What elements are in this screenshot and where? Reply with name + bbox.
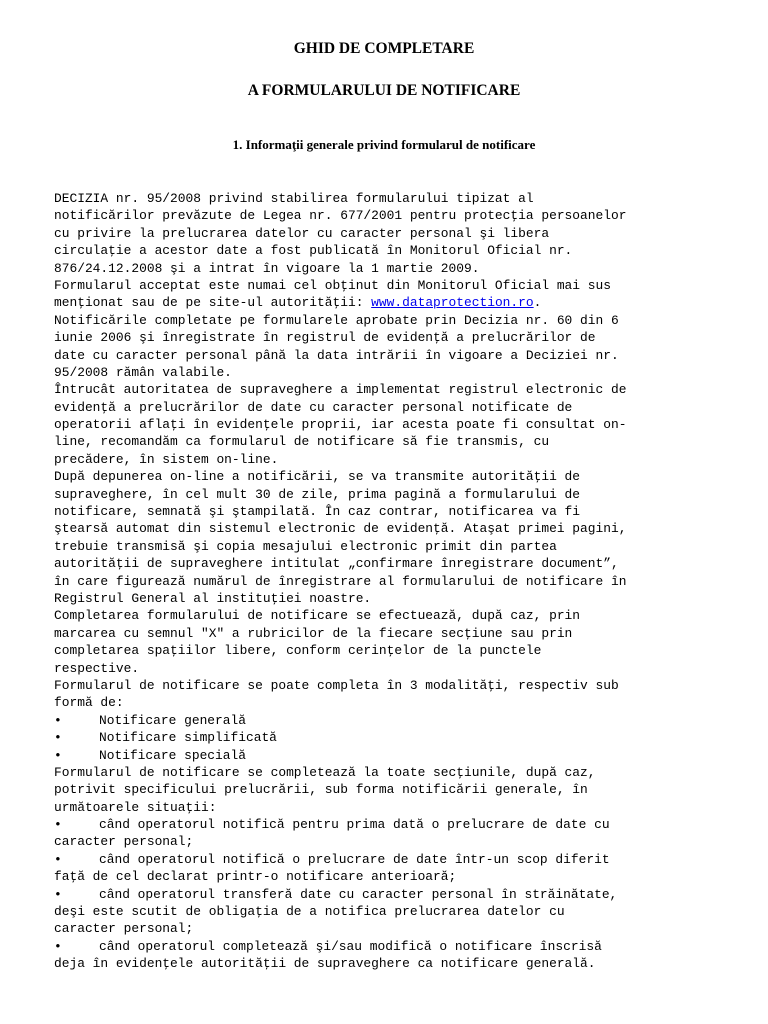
- section-title: 1. Informaţii generale privind formularul de notificare: [232, 137, 536, 152]
- list-item-line: [54, 886, 734, 903]
- list-item-text: când operatorul notifică pentru prima dată o prelucrare de date cu: [99, 817, 610, 833]
- bullet-icon: •: [54, 851, 62, 867]
- text-line: Întrucât autoritatea de supraveghere a implementat registrul electronic de: [54, 382, 627, 398]
- text-line: Formularul de notificare se completează la toate secţiunile, după caz,: [54, 764, 596, 780]
- list-item-line: deja în evidenţele autorităţii de supraveghere ca notificare generală.: [54, 956, 596, 972]
- list-item-text: când operatorul completează şi/sau modifică o notificare înscrisă: [99, 938, 602, 954]
- paragraph-decision: [54, 190, 734, 277]
- list-item: [54, 712, 734, 729]
- text-line: următoarele situaţii:: [54, 799, 217, 815]
- list-item: [54, 747, 734, 764]
- bullet-icon: •: [54, 886, 62, 902]
- text-line: marcarea cu semnul "X" a rubricilor de la fiecare secţiune sau prin: [54, 625, 573, 641]
- text-line: iunie 2006 şi înregistrate în registrul de evidenţă a prelucrărilor de: [54, 330, 596, 346]
- bullet-icon: •: [54, 712, 62, 728]
- list-item-text: Notificare specială: [99, 747, 246, 763]
- text-line: autorităţii de supraveghere intitulat „confirmare înregistrare document”,: [54, 556, 619, 572]
- text-line: 95/2008 rămân valabile.: [54, 364, 232, 380]
- document-title: GHID DE COMPLETARE: [293, 40, 475, 57]
- text-line: în care figurează numărul de înregistrare al formularului de notificare în: [54, 573, 627, 589]
- document-body: [54, 190, 734, 973]
- text-line: 876/24.12.2008 şi a intrat în vigoare la 1 martie 2009.: [54, 260, 480, 276]
- bullet-icon: •: [54, 747, 62, 763]
- list-item-line: [54, 816, 734, 833]
- text-line: ştearsă automat din sistemul electronic de evidenţă. Ataşat primei pagini,: [54, 521, 627, 537]
- text-line: completarea spaţiilor libere, conform cerinţelor de la punctele: [54, 643, 542, 659]
- list-item-text: Notificare simplificată: [99, 730, 277, 746]
- list-item-text: Notificare generală: [99, 712, 246, 728]
- bullet-list-situations: [54, 816, 734, 973]
- text-line: Formularul de notificare se poate completa în 3 modalităţi, respectiv sub: [54, 677, 619, 693]
- text-line: evidenţă a prelucrărilor de date cu caracter personal notificate de: [54, 399, 573, 415]
- bullet-list-notification-types: [54, 712, 734, 764]
- text-line: supraveghere, în cel mult 30 de zile, prima pagină a formularului de: [54, 486, 581, 502]
- text-line: formă de:: [54, 695, 124, 711]
- text-line: line, recomandăm ca formularul de notificare să fie transmis, cu: [54, 434, 550, 450]
- dataprotection-link[interactable]: www.dataprotection.ro: [371, 295, 534, 311]
- text-line: respective.: [54, 660, 140, 676]
- text-line: date cu caracter personal până la data intrării în vigoare a Deciziei nr.: [54, 347, 619, 363]
- text-line: Registrul General al instituţiei noastre.: [54, 590, 372, 606]
- list-item-line: caracter personal;: [54, 834, 194, 850]
- list-item: [54, 729, 734, 746]
- list-item-line: faţă de cel declarat printr-o notificare anterioară;: [54, 869, 457, 885]
- document-subtitle: A FORMULARULUI DE NOTIFICARE: [247, 82, 521, 99]
- list-item: [54, 851, 734, 886]
- text-line: După depunerea on-line a notificării, se va transmite autorităţii de: [54, 469, 581, 485]
- text-line: precădere, în sistem on-line.: [54, 451, 279, 467]
- text-line: cu privire la prelucrarea datelor cu caracter personal şi libera: [54, 225, 550, 241]
- list-item-text: când operatorul notifică o prelucrare de date într-un scop diferit: [99, 851, 610, 867]
- text-line: circulaţie a acestor date a fost publicată în Monitorul Oficial nr.: [54, 243, 573, 259]
- list-item-line: caracter personal;: [54, 921, 194, 937]
- list-item-line: deşi este scutit de obligaţia de a notifica prelucrarea datelor cu: [54, 904, 565, 920]
- text-line: DECIZIA nr. 95/2008 privind stabilirea formularului tipizat al: [54, 191, 534, 206]
- list-item-line: [54, 851, 734, 868]
- text-line: Completarea formularului de notificare se efectuează, după caz, prin: [54, 608, 581, 624]
- text-fragment: menţionat sau de pe site-ul autorităţii:: [54, 295, 372, 311]
- bullet-icon: •: [54, 817, 62, 833]
- text-line: [54, 294, 734, 311]
- paragraph-general-notification: [54, 764, 734, 816]
- text-line: Notificările completate pe formularele aprobate prin Decizia nr. 60 din 6: [54, 312, 619, 328]
- text-line: trebuie transmisă şi copia mesajului electronic primit din partea: [54, 538, 557, 554]
- bullet-icon: •: [54, 730, 62, 746]
- text-line: notificărilor prevăzute de Legea nr. 677/2001 pentru protecţia persoanelor: [54, 208, 627, 224]
- list-item: [54, 886, 734, 938]
- bullet-icon: •: [54, 938, 62, 954]
- paragraph-instructions: [54, 312, 734, 712]
- text-line: operatorii aflaţi în evidenţele proprii, iar acesta poate fi consultat on-: [54, 417, 627, 433]
- list-item-line: [54, 938, 734, 955]
- text-fragment: .: [533, 295, 542, 311]
- paragraph-accepted-form: [54, 277, 734, 312]
- list-item: [54, 816, 734, 851]
- text-line: notificare, semnată şi ştampilată. În caz contrar, notificarea va fi: [54, 504, 581, 520]
- list-item-text: când operatorul transferă date cu caracter personal în străinătate,: [99, 886, 618, 902]
- list-item: [54, 938, 734, 973]
- text-line: Formularul acceptat este numai cel obţinut din Monitorul Oficial mai sus: [54, 277, 611, 293]
- text-line: potrivit specificului prelucrării, sub forma notificării generale, în: [54, 782, 588, 798]
